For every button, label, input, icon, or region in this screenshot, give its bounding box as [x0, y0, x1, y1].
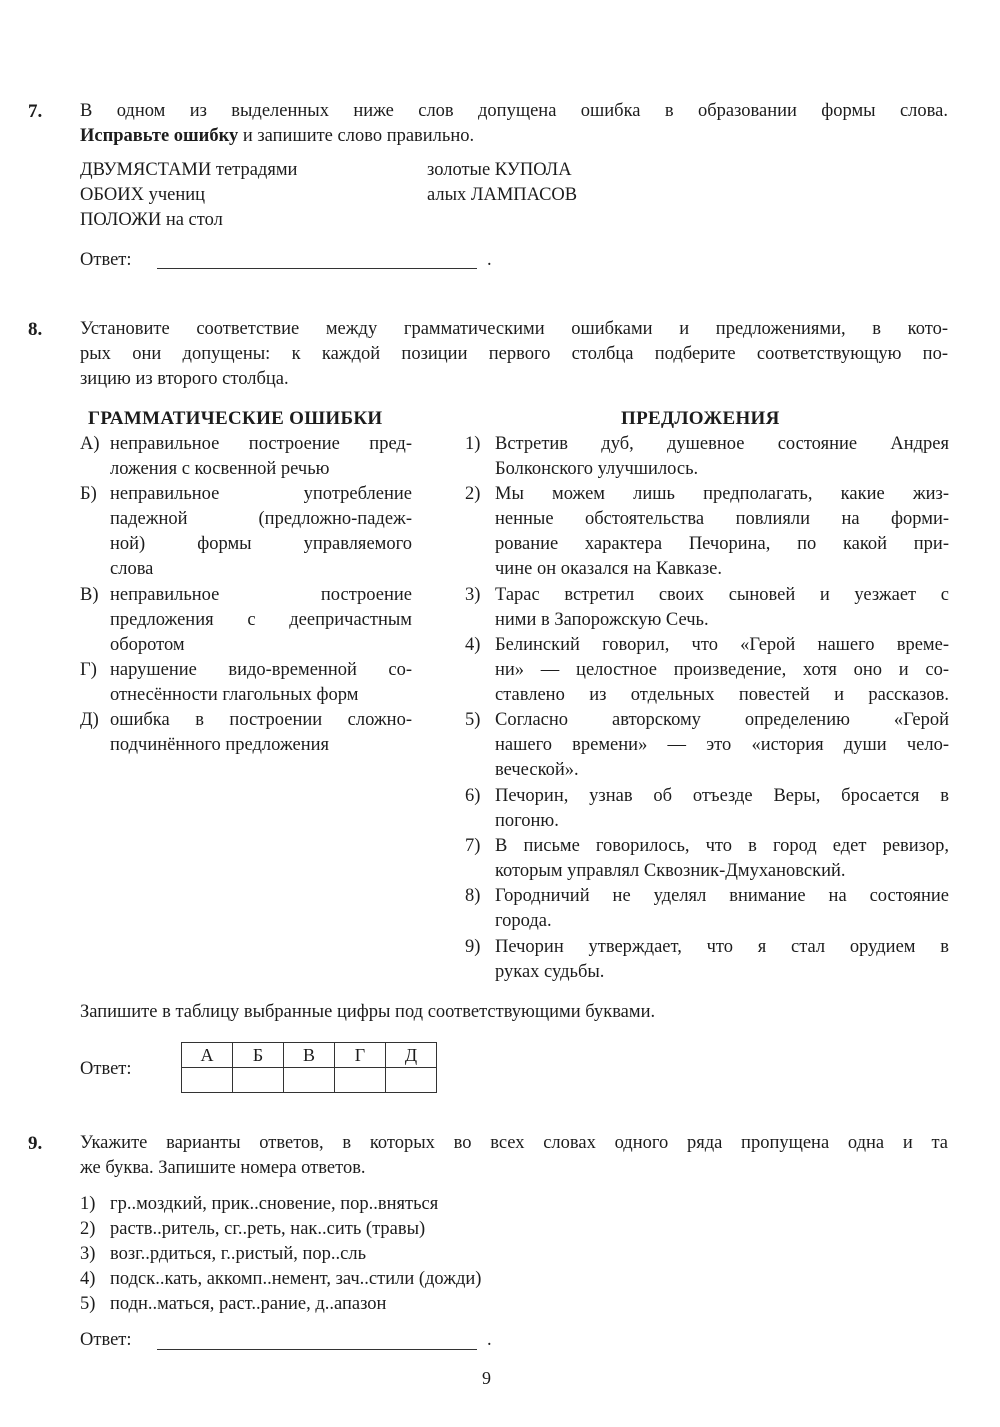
q8-sentence-label: 2)	[465, 484, 481, 504]
q9-option-label: 1)	[80, 1194, 96, 1214]
q7-word-caps: ЛАМПАСОВ	[470, 185, 578, 205]
q8-error-label: В)	[80, 585, 99, 605]
q9-option-label: 2)	[80, 1219, 96, 1239]
q7-number: 7.	[28, 101, 43, 122]
q8-sentence-line: Болконского улучшилось.	[495, 459, 699, 479]
q9-option-text: подск..кать, аккомп..немент, зач..стили (дожди)	[110, 1269, 482, 1289]
q8-error-line: ложения с косвенной речью	[110, 459, 330, 479]
q8-sentence-line: Печорин утверждает, что я стал орудием в	[495, 937, 949, 957]
q8-sentence-label: 6)	[465, 786, 481, 806]
q8-right-heading: ПРЕДЛОЖЕНИЯ	[621, 408, 780, 429]
q9-answer-line[interactable]	[157, 1349, 477, 1350]
q8-sentence-line: Белинский говорил, что «Герой нашего време-	[495, 635, 949, 655]
q7-word-4	[427, 158, 572, 183]
q8-sentence-line: нашего времени» — это «история души чело-	[495, 735, 949, 755]
q8-sentence-line: ненные обстоятельства повлияли на форми-	[495, 509, 949, 529]
q8-sentence-line: погоню.	[495, 811, 559, 831]
q8-sentence-label: 8)	[465, 886, 481, 906]
q7-word-pre: золотые	[427, 160, 495, 180]
q8-sentence-line: Городничий не уделял внимание на состояние	[495, 886, 949, 906]
q7-word-pre: алых	[427, 185, 471, 205]
q7-word-rest: на стол	[161, 210, 223, 230]
q7-answer-label: Ответ:	[80, 250, 132, 270]
q7-word-caps: ОБОИХ	[80, 185, 144, 205]
q8-error-line: нарушение видо-временной со-	[110, 660, 412, 680]
q9-option-text: гр..моздкий, прик..сновение, пор..вняться	[110, 1194, 439, 1214]
q9-number: 9.	[28, 1133, 43, 1154]
q8-sentence-line: города.	[495, 911, 552, 931]
q8-answer-cell-b[interactable]	[233, 1068, 284, 1093]
q7-word-rest: тетрадями	[211, 160, 298, 180]
q8-sentence-label: 7)	[465, 836, 481, 856]
q9-answer-label: Ответ:	[80, 1330, 132, 1350]
q8-sentence-line: Печорин, узнав об отъезде Веры, бросается в	[495, 786, 949, 806]
q8-error-line: ной) формы управляемого	[110, 534, 412, 554]
q8-answer-header-cell: В	[284, 1043, 335, 1068]
q9-option-label: 3)	[80, 1244, 96, 1264]
q7-word-caps: ПОЛОЖИ	[80, 210, 162, 230]
q7-answer-line[interactable]	[157, 268, 477, 269]
q8-answer-label: Ответ:	[80, 1059, 132, 1079]
q9-option-label: 5)	[80, 1294, 96, 1314]
q8-intro-line2: рых они допущены: к каждой позиции первого столбца подберите соответствующую по-	[80, 344, 948, 364]
q7-text-line1: В одном из выделенных ниже слов допущена ошибка в образовании формы слова.	[80, 101, 948, 121]
q8-sentence-line: которым управлял Сквозник-Дмухановский.	[495, 861, 846, 881]
q9-intro-line2: же буква. Запишите номера ответов.	[80, 1158, 366, 1178]
q8-answer-table-input-row	[182, 1068, 437, 1093]
q7-instruction-rest: и запишите слово правильно.	[238, 126, 475, 146]
q8-number: 8.	[28, 319, 43, 340]
q8-sentence-line: Тарас встретил своих сыновей и уезжает с	[495, 585, 949, 605]
q8-answer-header-cell: Г	[335, 1043, 386, 1068]
q8-error-line: ошибка в построении сложно-	[110, 710, 412, 730]
q8-error-line: подчинённого предложения	[110, 735, 330, 755]
q8-error-label: Г)	[80, 660, 97, 680]
q8-intro-line3: зицию из второго столбца.	[80, 369, 289, 389]
q8-error-line: падежной (предложно-падеж-	[110, 509, 412, 529]
q8-answer-cell-d[interactable]	[386, 1068, 437, 1093]
q8-sentence-line: Встретив дуб, душевное состояние Андрея	[495, 434, 949, 454]
q7-word-5	[427, 183, 577, 208]
q8-error-line: предложения с деепричастным	[110, 610, 412, 630]
q8-sentence-label: 5)	[465, 710, 481, 730]
q8-answer-header-cell: Д	[386, 1043, 437, 1068]
q8-sentence-label: 9)	[465, 937, 481, 957]
q7-bold-instruction: Исправьте ошибку	[80, 126, 239, 146]
q7-word-rest: учениц	[143, 185, 206, 205]
q7-word-caps: КУПОЛА	[494, 160, 572, 180]
q8-intro-line1: Установите соответствие между грамматическими ошибками и предложениями, в кото-	[80, 319, 948, 339]
q8-error-line: неправильное построение	[110, 585, 412, 605]
q8-sentence-label: 1)	[465, 434, 481, 454]
q8-answer-cell-v[interactable]	[284, 1068, 335, 1093]
q8-left-heading: ГРАММАТИЧЕСКИЕ ОШИБКИ	[88, 408, 383, 429]
q8-sentence-line: ни» — целостное произведение, хотя оно и со-	[495, 660, 949, 680]
q8-error-label: Б)	[80, 484, 97, 504]
q7-word-3	[80, 208, 223, 233]
q8-answer-header-cell: Б	[233, 1043, 284, 1068]
q8-sentence-label: 3)	[465, 585, 481, 605]
q8-answer-cell-g[interactable]	[335, 1068, 386, 1093]
page-number: 9	[482, 1368, 491, 1388]
q8-sentence-line: Согласно авторскому определению «Герой	[495, 710, 949, 730]
q8-sentence-label: 4)	[465, 635, 481, 655]
q8-error-line: неправильное употребление	[110, 484, 412, 504]
q8-error-line: отнесённости глагольных форм	[110, 685, 359, 705]
q7-text-line2	[80, 124, 474, 149]
q9-option-text: раств..ритель, сг..реть, нак..сить (травы)	[110, 1219, 426, 1239]
q8-error-label: Д)	[80, 710, 99, 730]
q8-sentence-line: Мы можем лишь предполагать, какие жиз-	[495, 484, 949, 504]
q8-answer-table-header-row	[182, 1043, 437, 1068]
q7-answer-dot: .	[487, 250, 492, 270]
q8-sentence-line: руках судьбы.	[495, 962, 605, 982]
q7-word-caps: ДВУМЯСТАМИ	[80, 160, 212, 180]
q8-sentence-line: В письме говорилось, что в город едет ревизор,	[495, 836, 949, 856]
q9-answer-dot: .	[487, 1330, 492, 1350]
q8-sentence-line: чине он оказался на Кавказе.	[495, 559, 722, 579]
q8-sentence-line: ставлено из отдельных повестей и рассказов.	[495, 685, 949, 705]
q9-option-label: 4)	[80, 1269, 96, 1289]
q8-error-line: неправильное построение пред-	[110, 434, 412, 454]
q9-option-text: возг..рдиться, г..ристый, пор..сль	[110, 1244, 367, 1264]
q8-error-line: оборотом	[110, 635, 185, 655]
q7-word-1	[80, 158, 297, 183]
q8-table-instruction: Запишите в таблицу выбранные цифры под соответствующими буквами.	[80, 1002, 656, 1022]
q8-answer-table	[181, 1042, 437, 1093]
q8-sentence-line: веческой».	[495, 760, 579, 780]
q8-answer-cell-a[interactable]	[182, 1068, 233, 1093]
q9-option-text: подн..маться, раст..рание, д..апазон	[110, 1294, 387, 1314]
q7-word-2	[80, 183, 205, 208]
q8-answer-header-cell: А	[182, 1043, 233, 1068]
q8-sentence-line: рование характера Печорина, по какой при-	[495, 534, 949, 554]
q8-error-label: А)	[80, 434, 100, 454]
q8-error-line: слова	[110, 559, 154, 579]
q8-sentence-line: ними в Запорожскую Сечь.	[495, 610, 709, 630]
q9-intro-line1: Укажите варианты ответов, в которых во всех словах одного ряда пропущена одна и та	[80, 1133, 948, 1153]
